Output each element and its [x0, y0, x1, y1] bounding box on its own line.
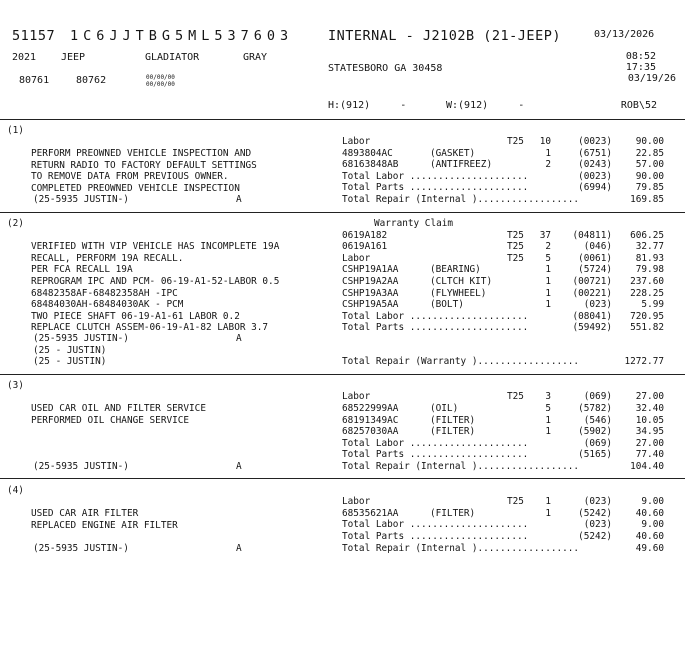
- vehicle-color: GRAY: [243, 52, 268, 63]
- total-repair-amount: 104.40: [630, 461, 664, 472]
- mileage-out: 80762: [76, 75, 107, 86]
- item-ref: (00221): [572, 287, 612, 299]
- time-out: 17:35: [625, 62, 656, 73]
- item-ref: (023): [583, 496, 612, 507]
- item-ref: (04811): [572, 229, 612, 241]
- technician: (25 - JUSTIN): [33, 344, 107, 356]
- item-desc: (GASKET): [430, 147, 476, 159]
- item-name: 68535621AA: [342, 507, 399, 519]
- item-name: Labor: [342, 496, 371, 507]
- item-qty: 37: [539, 229, 551, 241]
- item-tech-code: T25: [507, 229, 524, 241]
- ro-number: 51157: [12, 28, 56, 44]
- item-qty: 1: [545, 299, 551, 311]
- total-repair-label: Total Repair (Warranty )..................: [342, 356, 580, 368]
- promise-date: 03/19/26: [627, 73, 676, 84]
- item-qty: 10: [539, 136, 551, 147]
- item-ref: (0023): [578, 170, 612, 182]
- line-description: VERIFIED WITH VIP VEHICLE HAS INCOMPLETE 19A RECALL, PERFORM 19A RECALL. PER FCA RECALL 19A REPROGRAM IPC AND PCM- 06-19-A1-52-LABOR 0.5 68482358AF-68482358AH -IPC 68484030AH-68484030AK - PCM TWO PIECE SHAFT 06-19-A1-61 LABOR 0.2 REPLACE CLUTCH ASSEM-06-19-A1-82 LABOR 3.7: [31, 241, 280, 334]
- item-amount: 81.93: [635, 252, 664, 264]
- item-amount: 27.00: [635, 391, 664, 403]
- item-amount: 57.00: [635, 159, 664, 171]
- item-amount: 9.00: [641, 496, 664, 507]
- item-qty: 2: [545, 159, 551, 171]
- pay-code: A: [236, 461, 242, 472]
- vehicle-year: 2021: [12, 52, 37, 63]
- total-repair-amount: 49.60: [635, 542, 664, 554]
- item-amount: 228.25: [630, 287, 664, 299]
- line-label: (2): [7, 218, 24, 229]
- total-parts-label: Total Parts .....................: [342, 530, 529, 542]
- total-labor-label: Total Labor .....................: [342, 170, 529, 182]
- item-ref: (08041): [572, 310, 612, 322]
- item-name: 68257030AA: [342, 426, 399, 438]
- item-amount: 32.77: [635, 241, 664, 253]
- item-name: CSHP19A1AA: [342, 264, 399, 276]
- home-phone: H:(912) -: [328, 100, 407, 111]
- item-desc: (ANTIFREEZ): [430, 159, 493, 171]
- item-name: 4893804AC: [342, 147, 393, 159]
- item-tech-code: T25: [507, 391, 524, 403]
- technician: (25-5935 JUSTIN-): [33, 333, 129, 344]
- item-desc: (BOLT): [430, 299, 464, 311]
- item-qty: 1: [545, 496, 551, 507]
- item-ref: (6751): [578, 147, 612, 159]
- total-repair-amount: 169.85: [630, 194, 664, 205]
- item-ref: (069): [583, 391, 612, 403]
- item-amount: 720.95: [630, 310, 664, 322]
- item-amount: 27.00: [635, 437, 664, 449]
- item-amount: 90.00: [635, 170, 664, 182]
- line-divider: [0, 374, 685, 375]
- item-qty: 1: [545, 147, 551, 159]
- item-ref: (5902): [578, 426, 612, 438]
- header-divider: [0, 119, 685, 120]
- item-ref: (546): [583, 414, 612, 426]
- total-labor-label: Total Labor .....................: [342, 519, 529, 531]
- item-qty: 3: [545, 391, 551, 403]
- item-name: CSHP19A3AA: [342, 287, 399, 299]
- item-ref: (0023): [578, 136, 612, 147]
- item-desc: (BEARING): [430, 264, 481, 276]
- item-qty: 1: [545, 276, 551, 287]
- item-amount: 34.95: [635, 426, 664, 438]
- document-title: INTERNAL - J2102B (21-JEEP): [328, 28, 561, 44]
- item-name: Labor: [342, 136, 371, 147]
- total-labor-label: Total Labor .....................: [342, 437, 529, 449]
- service-advisor: ROB\52: [620, 100, 657, 111]
- item-qty: 5: [545, 252, 551, 264]
- item-amount: 77.40: [635, 449, 664, 461]
- warranty-claim-header: Warranty Claim: [374, 218, 454, 229]
- item-qty: 1: [545, 426, 551, 438]
- total-repair-amount: 1272.77: [624, 356, 664, 368]
- item-amount: 551.82: [630, 322, 664, 334]
- item-amount: 40.60: [635, 507, 664, 519]
- item-amount: 79.85: [635, 182, 664, 194]
- total-parts-label: Total Parts .....................: [342, 182, 529, 194]
- pay-code: A: [236, 333, 242, 344]
- item-name: 0619A182: [342, 229, 388, 241]
- item-name: CSHP19A2AA: [342, 276, 399, 287]
- line-label: (1): [7, 125, 24, 136]
- total-parts-label: Total Parts .....................: [342, 322, 529, 334]
- line-label: (3): [7, 380, 24, 391]
- item-ref: (5782): [578, 403, 612, 414]
- item-desc: (CLTCH KIT): [430, 276, 493, 287]
- pay-code: A: [236, 194, 242, 205]
- item-ref: (5165): [578, 449, 612, 461]
- item-name: Labor: [342, 391, 371, 403]
- small-date-1: 00/00/00: [146, 74, 175, 81]
- item-ref: (5242): [578, 530, 612, 542]
- item-desc: (FILTER): [430, 426, 476, 438]
- item-ref: (0061): [578, 252, 612, 264]
- item-tech-code: T25: [507, 496, 524, 507]
- line-divider: [0, 478, 685, 479]
- work-phone: W:(912) -: [446, 100, 525, 111]
- item-ref: (023): [583, 519, 612, 531]
- line-description: PERFORM PREOWNED VEHICLE INSPECTION AND RETURN RADIO TO FACTORY DEFAULT SETTINGS TO REMOVE DATA FROM PREVIOUS OWNER. COMPLETED PREOWNED VEHICLE INSPECTION: [31, 148, 257, 194]
- pay-code: A: [236, 542, 242, 554]
- item-qty: 1: [545, 287, 551, 299]
- item-desc: (FILTER): [430, 507, 476, 519]
- item-ref: (023): [583, 299, 612, 311]
- item-amount: 237.60: [630, 276, 664, 287]
- customer-location: STATESBORO GA 30458: [328, 63, 443, 74]
- total-parts-label: Total Parts .....................: [342, 449, 529, 461]
- line-label: (4): [7, 485, 24, 496]
- vin: 1C6JJTBG5ML537603: [70, 28, 294, 44]
- item-tech-code: T25: [507, 241, 524, 253]
- item-qty: 1: [545, 264, 551, 276]
- total-repair-label: Total Repair (Internal )..................: [342, 461, 580, 472]
- item-qty: 1: [545, 507, 551, 519]
- small-date-2: 00/00/00: [146, 81, 175, 88]
- vehicle-model: GLADIATOR: [145, 52, 200, 63]
- item-tech-code: T25: [507, 252, 524, 264]
- item-qty: 5: [545, 403, 551, 414]
- item-ref: (5724): [578, 264, 612, 276]
- technician: (25 - JUSTIN): [33, 356, 107, 368]
- item-tech-code: T25: [507, 136, 524, 147]
- item-name: 68522999AA: [342, 403, 399, 414]
- item-name: Labor: [342, 252, 371, 264]
- item-desc: (FILTER): [430, 414, 476, 426]
- technician: (25-5935 JUSTIN-): [33, 461, 129, 472]
- line-divider: [0, 212, 685, 213]
- line-description: USED CAR AIR FILTER REPLACED ENGINE AIR FILTER: [31, 508, 178, 531]
- item-amount: 9.00: [641, 519, 664, 531]
- item-amount: 32.40: [635, 403, 664, 414]
- item-desc: (OIL): [430, 403, 459, 414]
- item-name: 0619A161: [342, 241, 388, 253]
- item-amount: 22.85: [635, 147, 664, 159]
- mileage-in: 80761: [19, 75, 50, 86]
- item-amount: 40.60: [635, 530, 664, 542]
- line-description: USED CAR OIL AND FILTER SERVICE PERFORMED OIL CHANGE SERVICE: [31, 403, 206, 426]
- time-in: 08:52: [625, 51, 656, 62]
- total-repair-label: Total Repair (Internal )..................: [342, 194, 580, 205]
- item-amount: 606.25: [630, 229, 664, 241]
- item-ref: (046): [583, 241, 612, 253]
- item-amount: 90.00: [635, 136, 664, 147]
- item-ref: (0243): [578, 159, 612, 171]
- item-ref: (5242): [578, 507, 612, 519]
- item-desc: (FLYWHEEL): [430, 287, 487, 299]
- item-name: 68163848AB: [342, 159, 399, 171]
- item-amount: 79.98: [635, 264, 664, 276]
- item-name: CSHP19A5AA: [342, 299, 399, 311]
- vehicle-make: JEEP: [61, 52, 86, 63]
- item-amount: 5.99: [641, 299, 664, 311]
- item-ref: (069): [583, 437, 612, 449]
- item-name: 68191349AC: [342, 414, 399, 426]
- total-labor-label: Total Labor .....................: [342, 310, 529, 322]
- ro-date: 03/13/2026: [594, 29, 655, 40]
- total-repair-label: Total Repair (Internal )..................: [342, 542, 580, 554]
- item-amount: 10.05: [635, 414, 664, 426]
- item-qty: 1: [545, 414, 551, 426]
- technician: (25-5935 JUSTIN-): [33, 194, 129, 205]
- technician: (25-5935 JUSTIN-): [33, 542, 129, 554]
- item-qty: 2: [545, 241, 551, 253]
- item-ref: (59492): [572, 322, 612, 334]
- item-ref: (00721): [572, 276, 612, 287]
- item-ref: (6994): [578, 182, 612, 194]
